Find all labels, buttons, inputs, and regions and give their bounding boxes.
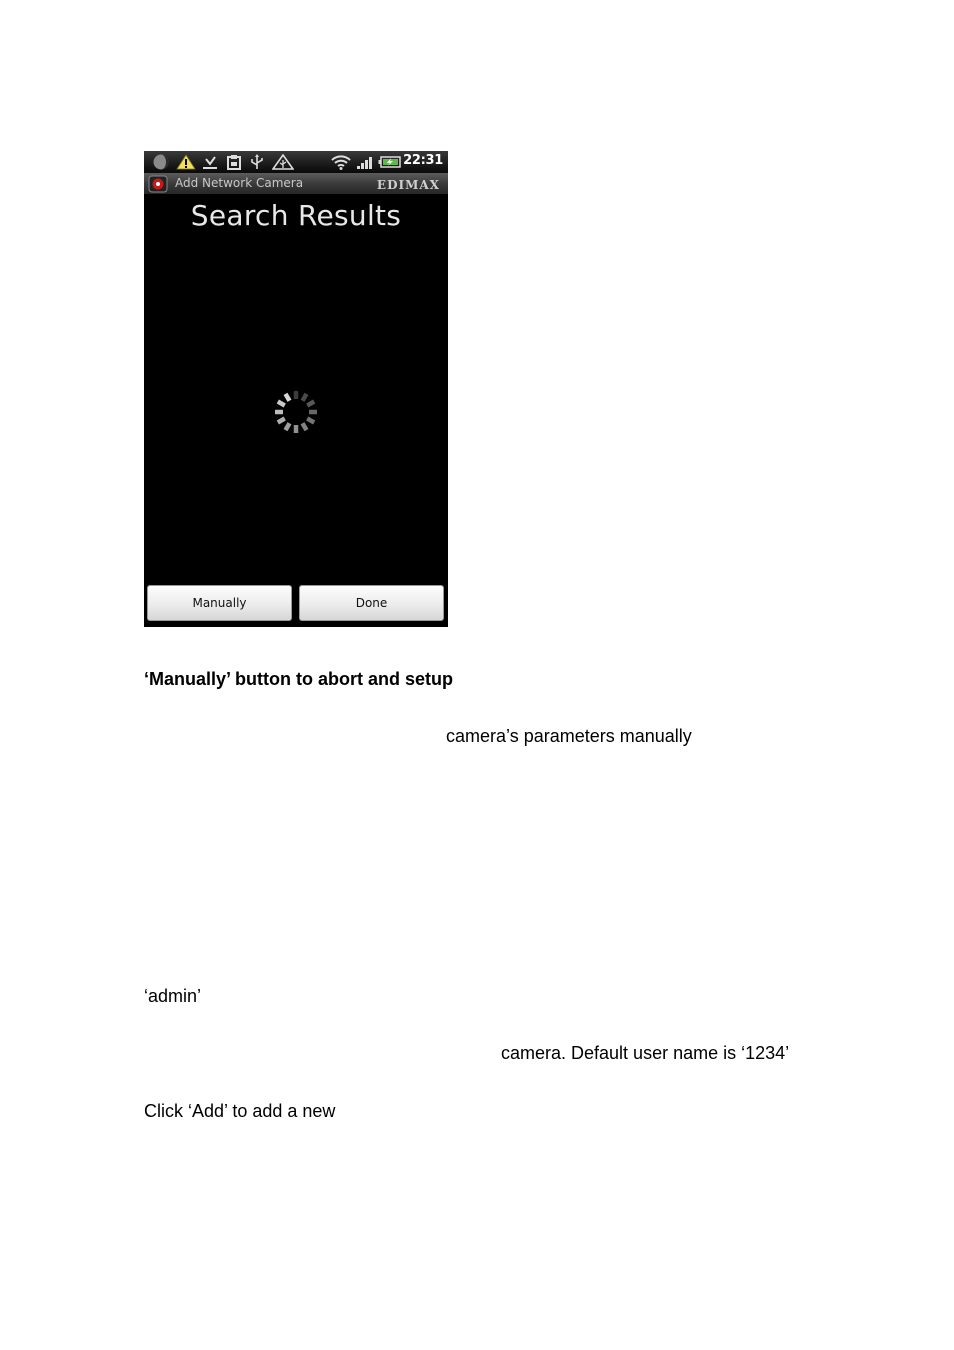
battery-charging-icon — [378, 154, 402, 170]
doc-text-click-add: Click ‘Add’ to add a new — [144, 1101, 336, 1121]
doc-text-default-user: camera. Default user name is ‘1234’ — [501, 1043, 790, 1063]
loading-spinner-icon — [273, 389, 319, 435]
button-bar — [144, 581, 448, 627]
done-button[interactable]: Done — [299, 585, 444, 621]
status-clock: 22:31 — [403, 153, 443, 168]
spinner-segment — [278, 419, 285, 423]
search-results-title: Search Results — [190, 199, 402, 232]
download-icon — [201, 154, 219, 170]
spinner-segment — [307, 402, 314, 406]
spinner-segment — [307, 419, 314, 423]
spinner-segment — [286, 394, 290, 401]
camera-app-icon — [148, 175, 168, 193]
app-title: Add Network Camera — [175, 176, 304, 190]
spinner-segment — [286, 423, 290, 430]
spinner-segment — [278, 402, 285, 406]
usb-debug-warning-icon — [272, 154, 294, 170]
warning-icon — [176, 154, 196, 170]
phone-screenshot — [144, 151, 448, 627]
doc-text-parameters: camera’s parameters manually — [446, 726, 692, 746]
doc-text-admin: ‘admin’ — [144, 986, 202, 1006]
usb-icon — [249, 154, 265, 170]
signal-icon — [356, 154, 374, 170]
status-bar — [144, 151, 448, 173]
edimax-logo: EDIMAX — [376, 178, 440, 192]
manually-button[interactable]: Manually — [147, 585, 292, 621]
sync-icon — [148, 154, 174, 170]
clipboard-icon — [226, 154, 242, 170]
app-title-bar — [144, 173, 448, 194]
spinner-segment — [303, 423, 307, 430]
wifi-icon — [330, 154, 352, 170]
doc-heading-manually: ‘Manually’ button to abort and setup — [144, 669, 453, 689]
spinner-segment — [303, 394, 307, 401]
